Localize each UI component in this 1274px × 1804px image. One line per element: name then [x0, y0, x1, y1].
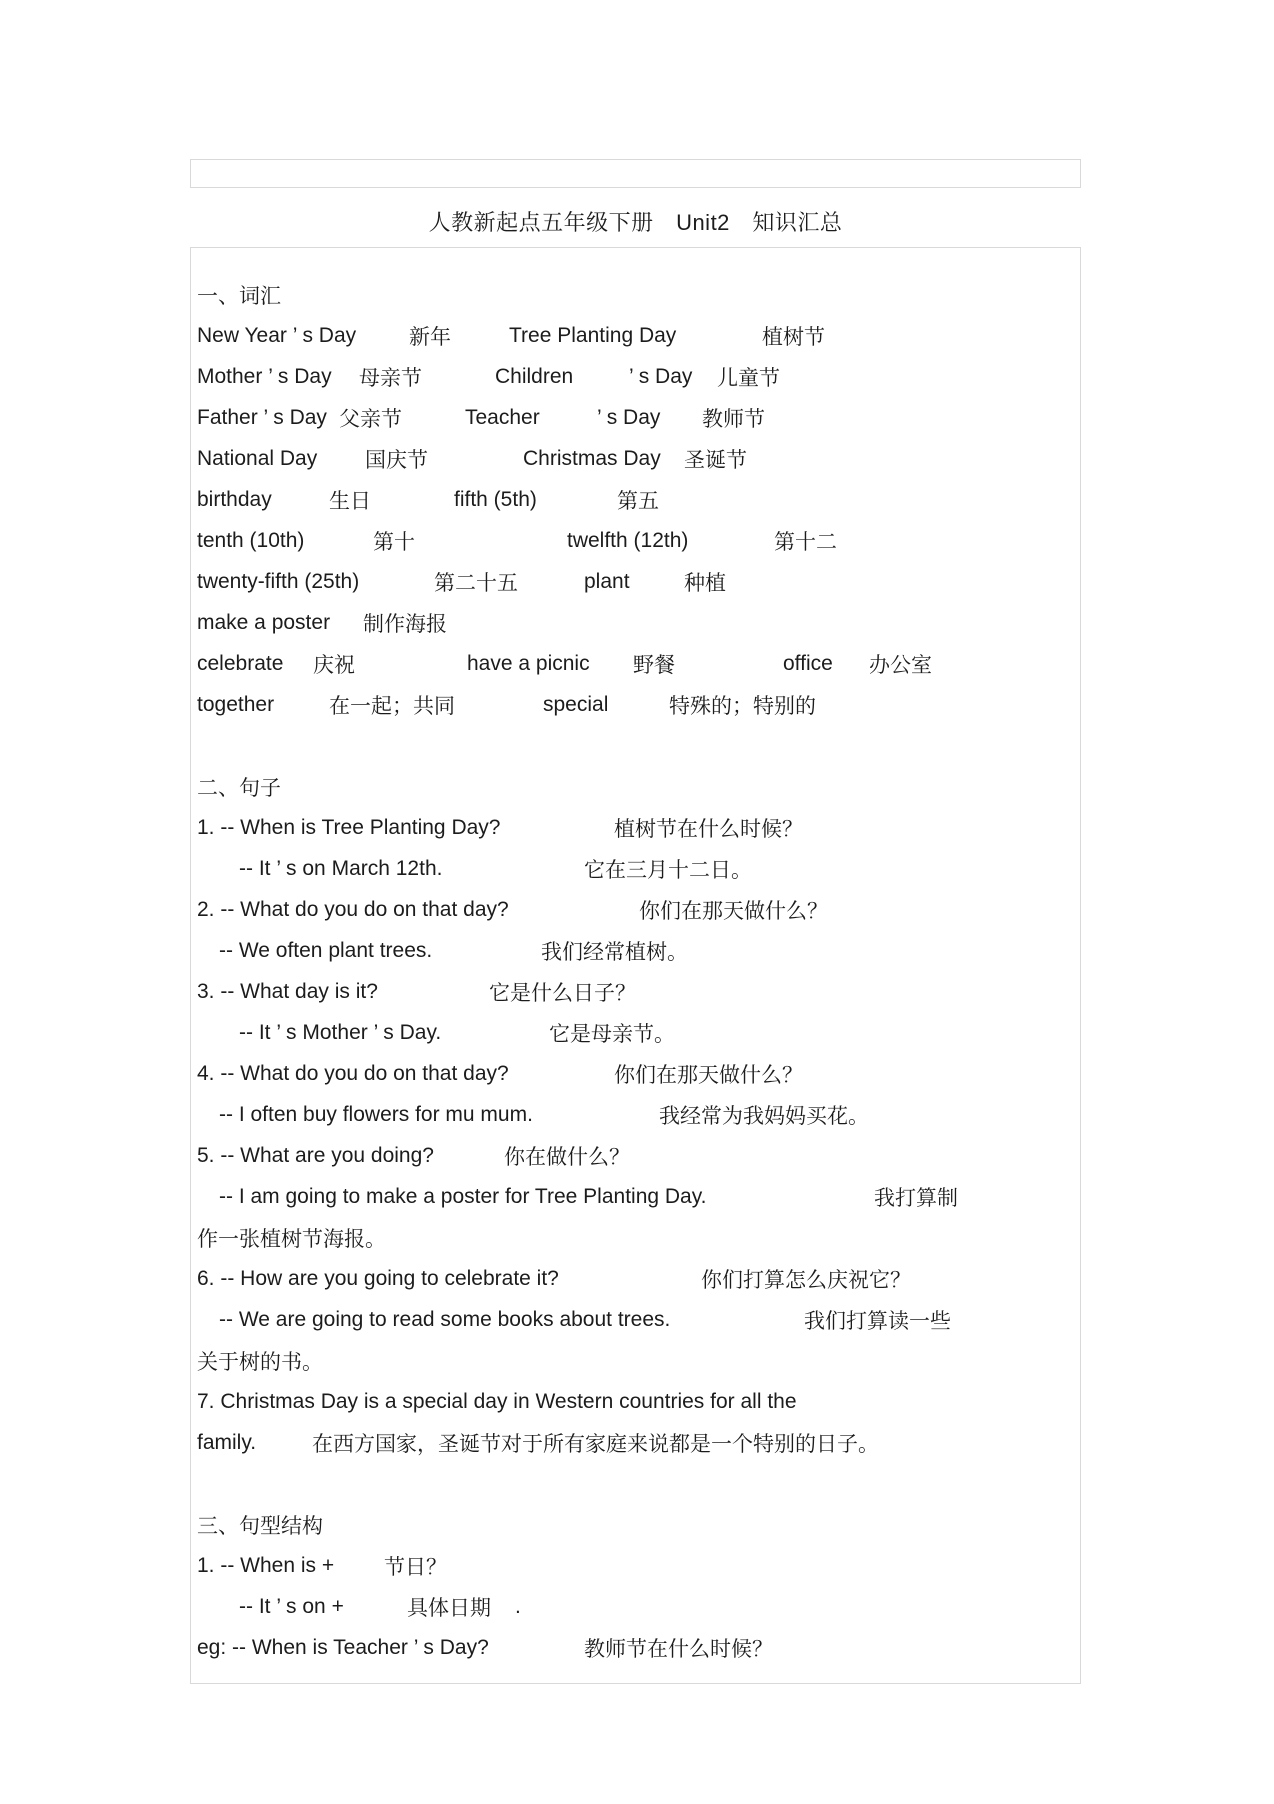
document-line — [197, 397, 1080, 438]
document-line — [197, 930, 1080, 971]
text-segment: 我们经常植树。 — [541, 940, 688, 964]
text-segment: Teacher — [465, 405, 540, 429]
text-segment: 1. -- When is Tree Planting Day? — [197, 815, 501, 839]
text-segment: 办公室 — [869, 653, 932, 677]
document-line — [197, 479, 1080, 520]
text-segment: 野餐 — [633, 653, 675, 677]
text-segment: 它是什么日子？ — [489, 981, 636, 1005]
text-segment: 6. -- How are you going to celebrate it? — [197, 1266, 559, 1290]
text-segment: eg: -- When is Teacher ’ s Day? — [197, 1635, 489, 1659]
document-line — [197, 807, 1080, 848]
document-line — [197, 520, 1080, 561]
text-segment: 我经常为我妈妈买花。 — [659, 1104, 869, 1128]
document-body — [197, 274, 1080, 1668]
text-segment: 关于树的书。 — [197, 1350, 323, 1374]
text-segment: 它是母亲节。 — [549, 1022, 675, 1046]
text-segment: 我们打算读一些 — [804, 1309, 951, 1333]
text-segment: -- It ’ s Mother ’ s Day. — [239, 1020, 442, 1044]
section-heading — [197, 274, 1080, 315]
document-body-box — [190, 247, 1081, 1684]
text-segment: 植树节 — [762, 325, 825, 349]
text-segment: -- It ’ s on March 12th. — [239, 856, 443, 880]
text-segment: ’ s Day — [597, 405, 661, 429]
document-line — [197, 1422, 1080, 1463]
text-segment: 第二十五 — [434, 571, 518, 595]
text-segment: 节日？ — [384, 1555, 447, 1579]
text-segment: 第十 — [373, 530, 415, 554]
text-segment: 制作海报 — [363, 612, 447, 636]
text-segment: family. — [197, 1430, 257, 1454]
text-segment: -- It ’ s on + — [239, 1594, 344, 1618]
text-segment: 你在做什么？ — [504, 1145, 630, 1169]
text-segment: 你们打算怎么庆祝它？ — [701, 1268, 911, 1292]
document-line — [197, 1217, 1080, 1258]
text-segment: Christmas Day — [523, 446, 661, 470]
text-segment: 作一张植树节海报。 — [197, 1227, 386, 1251]
text-segment: 特殊的；特别的 — [669, 694, 816, 718]
document-line — [197, 1053, 1080, 1094]
text-segment: National Day — [197, 446, 318, 470]
document-line — [197, 889, 1080, 930]
text-segment: 教师节在什么时候？ — [584, 1637, 773, 1661]
document-title: 人教新起点五年级下册 Unit2 知识汇总 — [428, 210, 843, 235]
text-segment: -- We are going to read some books about trees. — [219, 1307, 671, 1331]
document-line — [197, 684, 1080, 725]
section-heading — [197, 1504, 1080, 1545]
text-segment: 生日 — [329, 489, 371, 513]
document-line — [197, 848, 1080, 889]
text-segment: 在一起；共同 — [329, 694, 455, 718]
text-segment: 5. -- What are you doing? — [197, 1143, 434, 1167]
text-segment: 4. -- What do you do on that day? — [197, 1061, 509, 1085]
document-line — [197, 1094, 1080, 1135]
text-segment: have a picnic — [467, 651, 590, 675]
document-line — [197, 1176, 1080, 1217]
text-segment: twenty-fifth (25th) — [197, 569, 360, 593]
document-line — [197, 602, 1080, 643]
text-segment: office — [783, 651, 833, 675]
blank-line — [197, 725, 1080, 766]
document-line — [197, 1340, 1080, 1381]
document-line — [197, 561, 1080, 602]
text-segment: . — [515, 1594, 521, 1618]
text-segment: tenth (10th) — [197, 528, 305, 552]
document-line — [197, 356, 1080, 397]
text-segment: 教师节 — [702, 407, 765, 431]
document-line — [197, 1381, 1080, 1422]
text-segment: 三、句型结构 — [197, 1514, 323, 1538]
text-segment: 种植 — [684, 571, 726, 595]
text-segment: 母亲节 — [359, 366, 422, 390]
text-segment: 1. -- When is + — [197, 1553, 335, 1577]
document-line — [197, 1627, 1080, 1668]
document-line — [197, 1586, 1080, 1627]
document-line — [197, 1135, 1080, 1176]
text-segment: 具体日期 — [407, 1596, 491, 1620]
text-segment: make a poster — [197, 610, 331, 634]
text-segment: 圣诞节 — [684, 448, 747, 472]
text-segment: 它在三月十二日。 — [584, 858, 752, 882]
text-segment: celebrate — [197, 651, 284, 675]
text-segment: 第五 — [617, 489, 659, 513]
text-segment: Mother ’ s Day — [197, 364, 332, 388]
document-line — [197, 1299, 1080, 1340]
document-line — [197, 315, 1080, 356]
document-line — [197, 438, 1080, 479]
text-segment: -- I often buy flowers for mu mum. — [219, 1102, 533, 1126]
text-segment: plant — [584, 569, 630, 593]
text-segment: 二、句子 — [197, 776, 281, 800]
text-segment: 庆祝 — [313, 653, 355, 677]
text-segment: Children — [495, 364, 574, 388]
text-segment: 你们在那天做什么？ — [639, 899, 828, 923]
text-segment: 儿童节 — [717, 366, 780, 390]
text-segment: -- We often plant trees. — [219, 938, 433, 962]
text-segment: 2. -- What do you do on that day? — [197, 897, 509, 921]
text-segment: together — [197, 692, 275, 716]
text-segment: ’ s Day — [629, 364, 693, 388]
text-segment: 一、词汇 — [197, 284, 281, 308]
text-segment: fifth (5th) — [454, 487, 537, 511]
text-segment: New Year ’ s Day — [197, 323, 357, 347]
text-segment: 新年 — [409, 325, 451, 349]
top-strip-box — [190, 159, 1081, 188]
text-segment: twelfth (12th) — [567, 528, 689, 552]
document-line — [197, 643, 1080, 684]
blank-line — [197, 1463, 1080, 1504]
text-segment: 3. -- What day is it? — [197, 979, 378, 1003]
document-line — [197, 1258, 1080, 1299]
text-segment: 国庆节 — [365, 448, 428, 472]
text-segment: 我打算制 — [874, 1186, 958, 1210]
text-segment: -- I am going to make a poster for Tree Planting Day. — [219, 1184, 707, 1208]
document-line — [197, 1545, 1080, 1586]
text-segment: birthday — [197, 487, 272, 511]
text-segment: 第十二 — [774, 530, 837, 554]
text-segment: special — [543, 692, 609, 716]
document-line — [197, 1012, 1080, 1053]
text-segment: Tree Planting Day — [509, 323, 677, 347]
text-segment: 父亲节 — [339, 407, 402, 431]
document-line — [197, 971, 1080, 1012]
text-segment: 7. Christmas Day is a special day in Western countries for all the — [197, 1389, 797, 1413]
section-heading — [197, 766, 1080, 807]
text-segment: 在西方国家，圣诞节对于所有家庭来说都是一个特别的日子。 — [312, 1432, 879, 1456]
text-segment: 植树节在什么时候？ — [614, 817, 803, 841]
text-segment: Father ’ s Day — [197, 405, 327, 429]
text-segment: 你们在那天做什么？ — [614, 1063, 803, 1087]
